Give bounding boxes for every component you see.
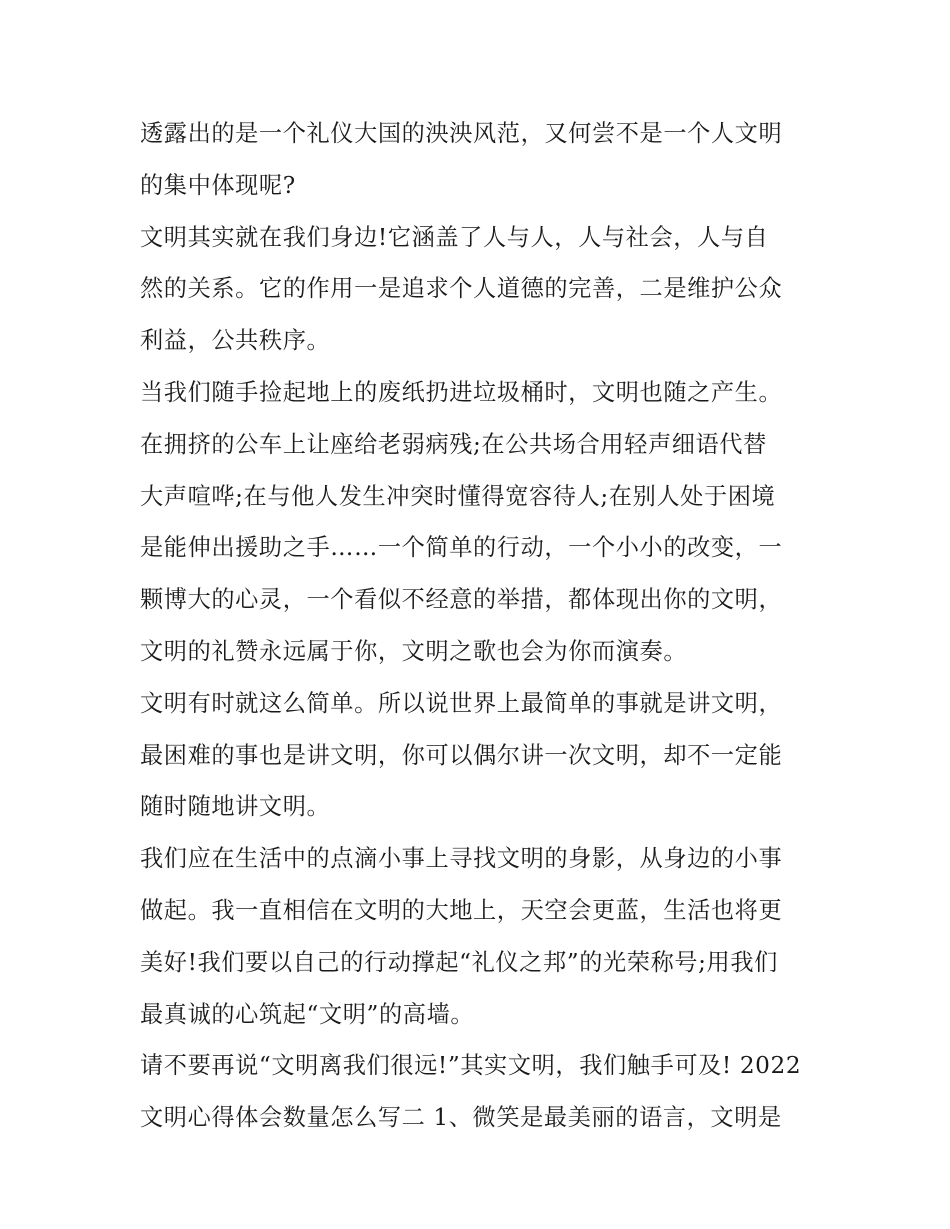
text-line: 的集中体现呢?	[140, 171, 296, 199]
text-line: 最困难的事也是讲文明，你可以偶尔讲一次文明，却不一定能	[140, 741, 783, 769]
text-line: 最真诚的心筑起“文明”的高墙。	[140, 1000, 475, 1028]
text-line: 我们应在生活中的点滴小事上寻找文明的身影，从身边的小事	[140, 845, 783, 873]
text-line: 文明有时就这么简单。所以说世界上最简单的事就是讲文明，	[140, 689, 783, 717]
text-line: 文明其实就在我们身边!它涵盖了人与人，人与社会，人与自	[140, 223, 769, 251]
text-line: 随时随地讲文明。	[140, 793, 331, 821]
text-line: 透露出的是一个礼仪大国的泱泱风范，又何尝不是一个人文明	[140, 120, 783, 147]
text-line: 做起。我一直相信在文明的大地上，天空会更蓝，生活也将更	[140, 896, 783, 924]
text-line: 请不要再说“文明离我们很远!”其实文明，我们触手可及! 2022	[140, 1052, 802, 1080]
document-body	[140, 108, 812, 1144]
text-line: 颗博大的心灵，一个看似不经意的举措，都体现出你的文明，	[140, 586, 783, 614]
text-line: 大声喧哗;在与他人发生冲突时懂得宽容待人;在别人处于困境	[140, 482, 776, 510]
text-line: 美好!我们要以自己的行动撑起“礼仪之邦”的光荣称号;用我们	[140, 948, 778, 976]
text-line: 当我们随手捡起地上的废纸扔进垃圾桶时，文明也随之产生。	[140, 378, 783, 406]
text-line: 在拥挤的公车上让座给老弱病残;在公共场合用轻声细语代替	[140, 430, 767, 458]
text-line: 文明的礼赞永远属于你，文明之歌也会为你而演奏。	[140, 637, 688, 665]
text-line: 然的关系。它的作用一是追求个人道德的完善，二是维护公众	[140, 275, 783, 303]
text-line: 利益，公共秩序。	[140, 327, 331, 355]
text-line: 文明心得体会数量怎么写二 1、微笑是最美丽的语言，文明是	[140, 1104, 782, 1132]
text-line: 是能伸出援助之手……一个简单的行动，一个小小的改变，一	[140, 534, 783, 562]
